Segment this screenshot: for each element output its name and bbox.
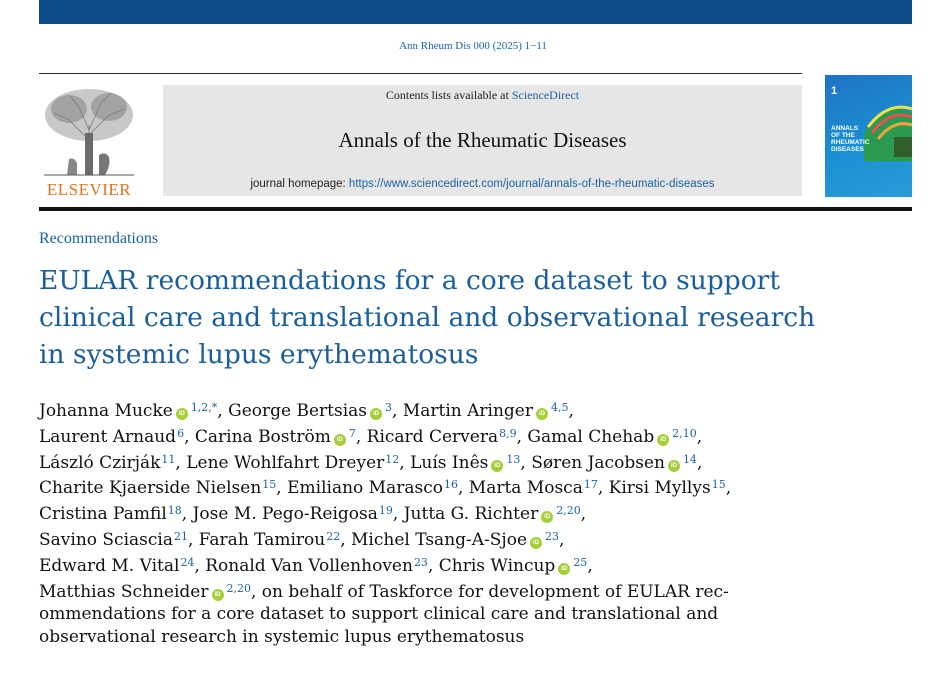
author-name[interactable]: Edward M. Vital bbox=[39, 555, 180, 576]
author-separator: , bbox=[175, 452, 187, 473]
taskforce-line: observational research in systemic lupus erythematosus bbox=[39, 627, 525, 648]
author-name[interactable]: Michel Tsang-A-Sjoe bbox=[351, 529, 528, 550]
author-name[interactable]: Emiliano Marasco bbox=[287, 478, 443, 499]
author-separator: , bbox=[696, 452, 703, 473]
elsevier-logo[interactable] bbox=[39, 85, 139, 200]
affiliation-marker[interactable]: 19 bbox=[378, 504, 393, 518]
orcid-icon[interactable]: iD bbox=[334, 434, 346, 446]
orcid-icon[interactable]: iD bbox=[370, 408, 382, 420]
author-separator: , bbox=[520, 452, 532, 473]
cover-issue-number: 1 bbox=[831, 85, 838, 97]
author-name[interactable]: Martin Aringer bbox=[402, 401, 533, 421]
author-separator: , bbox=[427, 555, 439, 576]
author-list bbox=[39, 397, 899, 649]
affiliation-marker[interactable]: 2,20 bbox=[556, 504, 581, 518]
elsevier-tree-icon bbox=[39, 85, 139, 177]
author-separator: , bbox=[194, 555, 206, 576]
author-separator: , bbox=[184, 426, 195, 447]
taskforce-line: ommendations for a core dataset to support clinical care and translational and bbox=[39, 604, 719, 625]
author-name[interactable]: Jutta G. Richter bbox=[403, 504, 539, 525]
affiliation-marker[interactable]: 3 bbox=[385, 401, 393, 414]
orcid-icon[interactable]: iD bbox=[491, 460, 503, 472]
sciencedirect-link[interactable]: ScienceDirect bbox=[511, 88, 580, 102]
affiliation-marker[interactable]: 21 bbox=[173, 529, 188, 543]
orcid-icon[interactable]: iD bbox=[212, 589, 224, 601]
orcid-icon[interactable]: iD bbox=[530, 537, 542, 549]
author-separator: , bbox=[580, 504, 587, 525]
author-name[interactable]: Ricard Cervera bbox=[366, 426, 499, 447]
author-separator: , bbox=[516, 426, 528, 447]
orcid-icon[interactable]: iD bbox=[176, 408, 188, 420]
contents-line bbox=[163, 88, 802, 103]
author-line bbox=[39, 552, 899, 578]
affiliation-marker[interactable]: 23 bbox=[413, 555, 428, 569]
masthead-bottom-rule bbox=[39, 207, 912, 211]
author-name[interactable]: Chris Wincup bbox=[438, 555, 556, 576]
author-name[interactable]: Carina Boström bbox=[194, 426, 331, 447]
cover-title-line: RHEUMATIC bbox=[831, 139, 870, 146]
affiliation-marker[interactable]: 22 bbox=[326, 529, 341, 543]
affiliation-marker[interactable]: 13 bbox=[506, 452, 521, 466]
journal-info-box bbox=[163, 85, 802, 196]
author-name[interactable]: Laurent Arnaud bbox=[39, 426, 177, 447]
affiliation-marker[interactable]: 15 bbox=[262, 478, 277, 492]
journal-cover-thumbnail[interactable] bbox=[825, 75, 912, 197]
affiliation-marker[interactable]: 18 bbox=[167, 504, 182, 518]
affiliation-marker[interactable]: 11 bbox=[161, 452, 176, 466]
author-name[interactable]: Kirsi Myllys bbox=[608, 478, 711, 499]
affiliation-marker[interactable]: 4,5 bbox=[550, 401, 569, 414]
author-name[interactable]: Jose M. Pego-Reigosa bbox=[192, 504, 378, 525]
author-line bbox=[39, 474, 899, 500]
article-title: EULAR recommendations for a core dataset to support clinical care and translational and observational research in systemic lupus erythematosus bbox=[39, 265, 816, 370]
orcid-icon[interactable]: iD bbox=[536, 408, 548, 420]
article-section-label: Recommendations bbox=[39, 230, 159, 247]
author-name[interactable]: Marta Mosca bbox=[468, 478, 583, 499]
affiliation-marker[interactable]: 12 bbox=[385, 452, 400, 466]
cover-title-line: OF THE bbox=[831, 132, 855, 139]
author-separator: , bbox=[587, 555, 593, 576]
author-name[interactable]: Luís Inês bbox=[410, 452, 489, 473]
journal-homepage-link[interactable]: https://www.sciencedirect.com/journal/annals-of-the-rheumatic-diseases bbox=[348, 178, 715, 190]
author-name[interactable]: Lene Wohlfahrt Dreyer bbox=[186, 452, 385, 473]
author-separator: , bbox=[340, 529, 352, 550]
author-name[interactable]: Matthias Schneider bbox=[39, 581, 209, 602]
author-separator: , bbox=[559, 529, 565, 550]
author-separator: , bbox=[725, 478, 732, 499]
affiliation-marker[interactable]: 14 bbox=[682, 452, 697, 466]
affiliation-marker[interactable]: 15 bbox=[711, 478, 726, 492]
author-line bbox=[39, 397, 899, 423]
affiliation-marker[interactable]: 6 bbox=[177, 426, 185, 440]
author-separator: , bbox=[276, 478, 288, 499]
author-separator: , bbox=[392, 401, 403, 421]
orcid-icon[interactable]: iD bbox=[668, 460, 680, 472]
author-line bbox=[39, 578, 899, 604]
homepage-prefix: journal homepage: bbox=[250, 178, 346, 190]
affiliation-marker[interactable]: 23 bbox=[545, 529, 560, 543]
author-line bbox=[39, 526, 899, 552]
author-name[interactable]: Søren Jacobsen bbox=[531, 452, 665, 473]
affiliation-marker[interactable]: 7 bbox=[348, 426, 356, 440]
author-separator: , bbox=[568, 401, 574, 421]
affiliation-marker[interactable]: 17 bbox=[583, 478, 598, 492]
journal-top-bar bbox=[39, 0, 912, 24]
orcid-icon[interactable]: iD bbox=[657, 434, 669, 446]
elsevier-wordmark: ELSEVIER bbox=[46, 180, 132, 199]
journal-title: Annals of the Rheumatic Diseases bbox=[338, 128, 627, 152]
affiliation-marker[interactable]: 24 bbox=[180, 555, 195, 569]
masthead-top-rule bbox=[39, 73, 802, 74]
author-name[interactable]: Ronald Van Vollenhoven bbox=[205, 555, 413, 576]
cover-title bbox=[831, 125, 891, 153]
affiliation-marker[interactable]: 2,10 bbox=[672, 426, 697, 440]
orcid-icon[interactable]: iD bbox=[541, 511, 553, 523]
author-name[interactable]: Gamal Chehab bbox=[527, 426, 655, 447]
author-name[interactable]: László Czirják bbox=[39, 452, 161, 473]
author-separator: , bbox=[217, 401, 229, 421]
author-separator: , bbox=[392, 504, 404, 525]
author-name[interactable]: Charite Kjaerside Nielsen bbox=[39, 478, 262, 499]
author-separator: , bbox=[187, 529, 199, 550]
homepage-line bbox=[163, 178, 802, 190]
author-line bbox=[39, 449, 899, 475]
contents-prefix: Contents lists available at bbox=[385, 88, 509, 102]
author-separator: , bbox=[399, 452, 411, 473]
author-separator: , bbox=[696, 426, 703, 447]
affiliation-marker[interactable]: 8,9 bbox=[499, 426, 517, 440]
orcid-icon[interactable]: iD bbox=[558, 563, 570, 575]
author-separator: , bbox=[457, 478, 469, 499]
author-name[interactable]: Johanna Mucke bbox=[39, 401, 173, 421]
cover-title-line: ANNALS bbox=[831, 125, 859, 132]
author-separator: , bbox=[355, 426, 367, 447]
author-line bbox=[39, 423, 899, 449]
author-name[interactable]: George Bertsias bbox=[228, 401, 368, 421]
author-separator: , bbox=[181, 504, 193, 525]
affiliation-marker[interactable]: 16 bbox=[443, 478, 458, 492]
author-name[interactable]: Savino Sciascia bbox=[39, 529, 173, 550]
affiliation-marker[interactable]: 2,20 bbox=[226, 581, 251, 595]
citation: Ann Rheum Dis 000 (2025) 1−11 bbox=[399, 40, 547, 52]
affiliation-marker[interactable]: 25 bbox=[573, 555, 588, 569]
author-name[interactable]: Cristina Pamfil bbox=[39, 504, 167, 525]
author-separator: , bbox=[597, 478, 609, 499]
cover-title-line: DISEASES bbox=[831, 146, 864, 153]
author-separator: , on behalf of Taskforce for development of EULAR rec- bbox=[251, 581, 729, 602]
author-line bbox=[39, 500, 899, 526]
affiliation-marker[interactable]: 1,2,* bbox=[190, 401, 218, 414]
author-name[interactable]: Farah Tamirou bbox=[198, 529, 326, 550]
